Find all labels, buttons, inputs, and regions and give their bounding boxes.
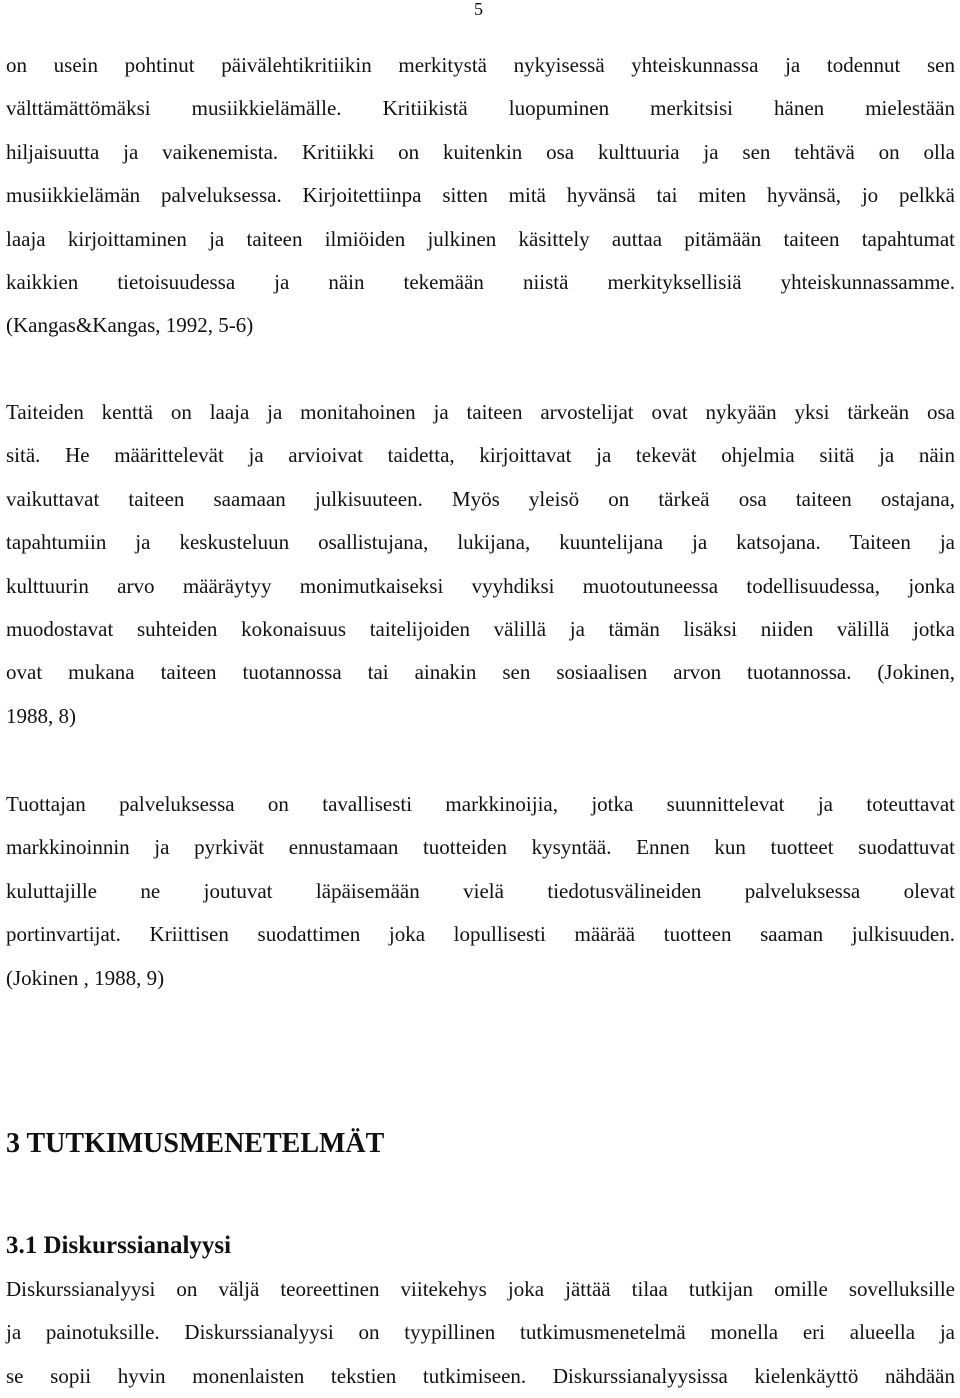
- text-line: portinvartijat. Kriittisen suodattimen joka lopullisesti määrää tuotteen saaman julkisuuden.: [6, 922, 955, 947]
- text-line: ja painotuksille. Diskurssianalyysi on tyypillinen tutkimusmenetelmä monella eri alueella ja: [6, 1320, 955, 1345]
- text-line: muodostavat suhteiden kokonaisuus taitelijoiden välillä ja tämän lisäksi niiden välillä jotka: [6, 617, 955, 642]
- section-heading: 3.1 Diskurssianalyysi: [6, 1232, 232, 1259]
- text-line: (Jokinen , 1988, 9): [6, 965, 165, 990]
- paragraph-discourse-analysis: [6, 1268, 955, 1398]
- page-number: 5: [474, 0, 483, 19]
- text-line: 1988, 8): [6, 703, 76, 728]
- paragraph-criticism: [6, 44, 955, 348]
- text-line: Taiteiden kenttä on laaja ja monitahoinen ja taiteen arvostelijat ovat nykyään yksi tärkeän osa: [6, 400, 955, 424]
- text-line: on usein pohtinut päivälehtikritiikin merkitystä nykyisessä yhteiskunnassa ja todennut sen: [6, 53, 955, 77]
- text-line: laaja kirjoittaminen ja taiteen ilmiöiden julkinen käsittely auttaa pitämään taiteen tapahtumat: [6, 226, 955, 251]
- text-line: kaikkien tietoisuudessa ja näin tekemään niistä merkityksellisiä yhteiskunnassamme.: [6, 270, 955, 295]
- text-line: sitä. He määrittelevät ja arvioivat taidetta, kirjoittavat ja tekevät ohjelmia siitä ja näin: [6, 443, 955, 468]
- text-line: kuluttajille ne joutuvat läpäisemään vielä tiedotusvälineiden palveluksessa olevat: [6, 878, 955, 903]
- text-line: Diskurssianalyysi on väljä teoreettinen viitekehys joka jättää tilaa tutkijan omille sovelluksille: [6, 1277, 955, 1301]
- chapter-heading: 3 TUTKIMUSMENETELMÄT: [6, 1128, 385, 1159]
- text-line: musiikkielämän palveluksessa. Kirjoitettiinpa sitten mitä hyvänsä tai miten hyvänsä, jo pelkkä: [6, 183, 955, 208]
- paragraph-art-field: [6, 391, 955, 738]
- paragraph-producers: [6, 783, 955, 1000]
- text-line: välttämättömäksi musiikkielämälle. Kritiikistä luopuminen merkitsisi hänen mielestään: [6, 96, 955, 121]
- text-line: markkinoinnin ja pyrkivät ennustamaan tuotteiden kysyntää. Ennen kun tuotteet suodattuvat: [6, 835, 955, 860]
- text-line: Tuottajan palveluksessa on tavallisesti markkinoijia, jotka suunnittelevat ja toteuttavat: [6, 792, 955, 816]
- text-line: tapahtumiin ja keskusteluun osallistujana, lukijana, kuuntelijana ja katsojana. Taiteen ja: [6, 530, 955, 555]
- text-line: ovat mukana taiteen tuotannossa tai ainakin sen sosiaalisen arvon tuotannossa. (Jokinen,: [6, 660, 955, 685]
- text-line: hiljaisuutta ja vaikenemista. Kritiikki on kuitenkin osa kulttuuria ja sen tehtävä on olla: [6, 139, 955, 164]
- text-line: (Kangas&Kangas, 1992, 5-6): [6, 313, 254, 338]
- text-line: kulttuurin arvo määräytyy monimutkaiseksi vyyhdiksi muotoutuneessa todellisuudessa, jonka: [6, 573, 955, 598]
- text-line: se sopii hyvin monenlaisten tekstien tutkimiseen. Diskurssianalyysissa kielenkäyttö nähdään: [6, 1363, 955, 1388]
- text-line: vaikuttavat taiteen saamaan julkisuuteen. Myös yleisö on tärkeä osa taiteen ostajana,: [6, 486, 955, 511]
